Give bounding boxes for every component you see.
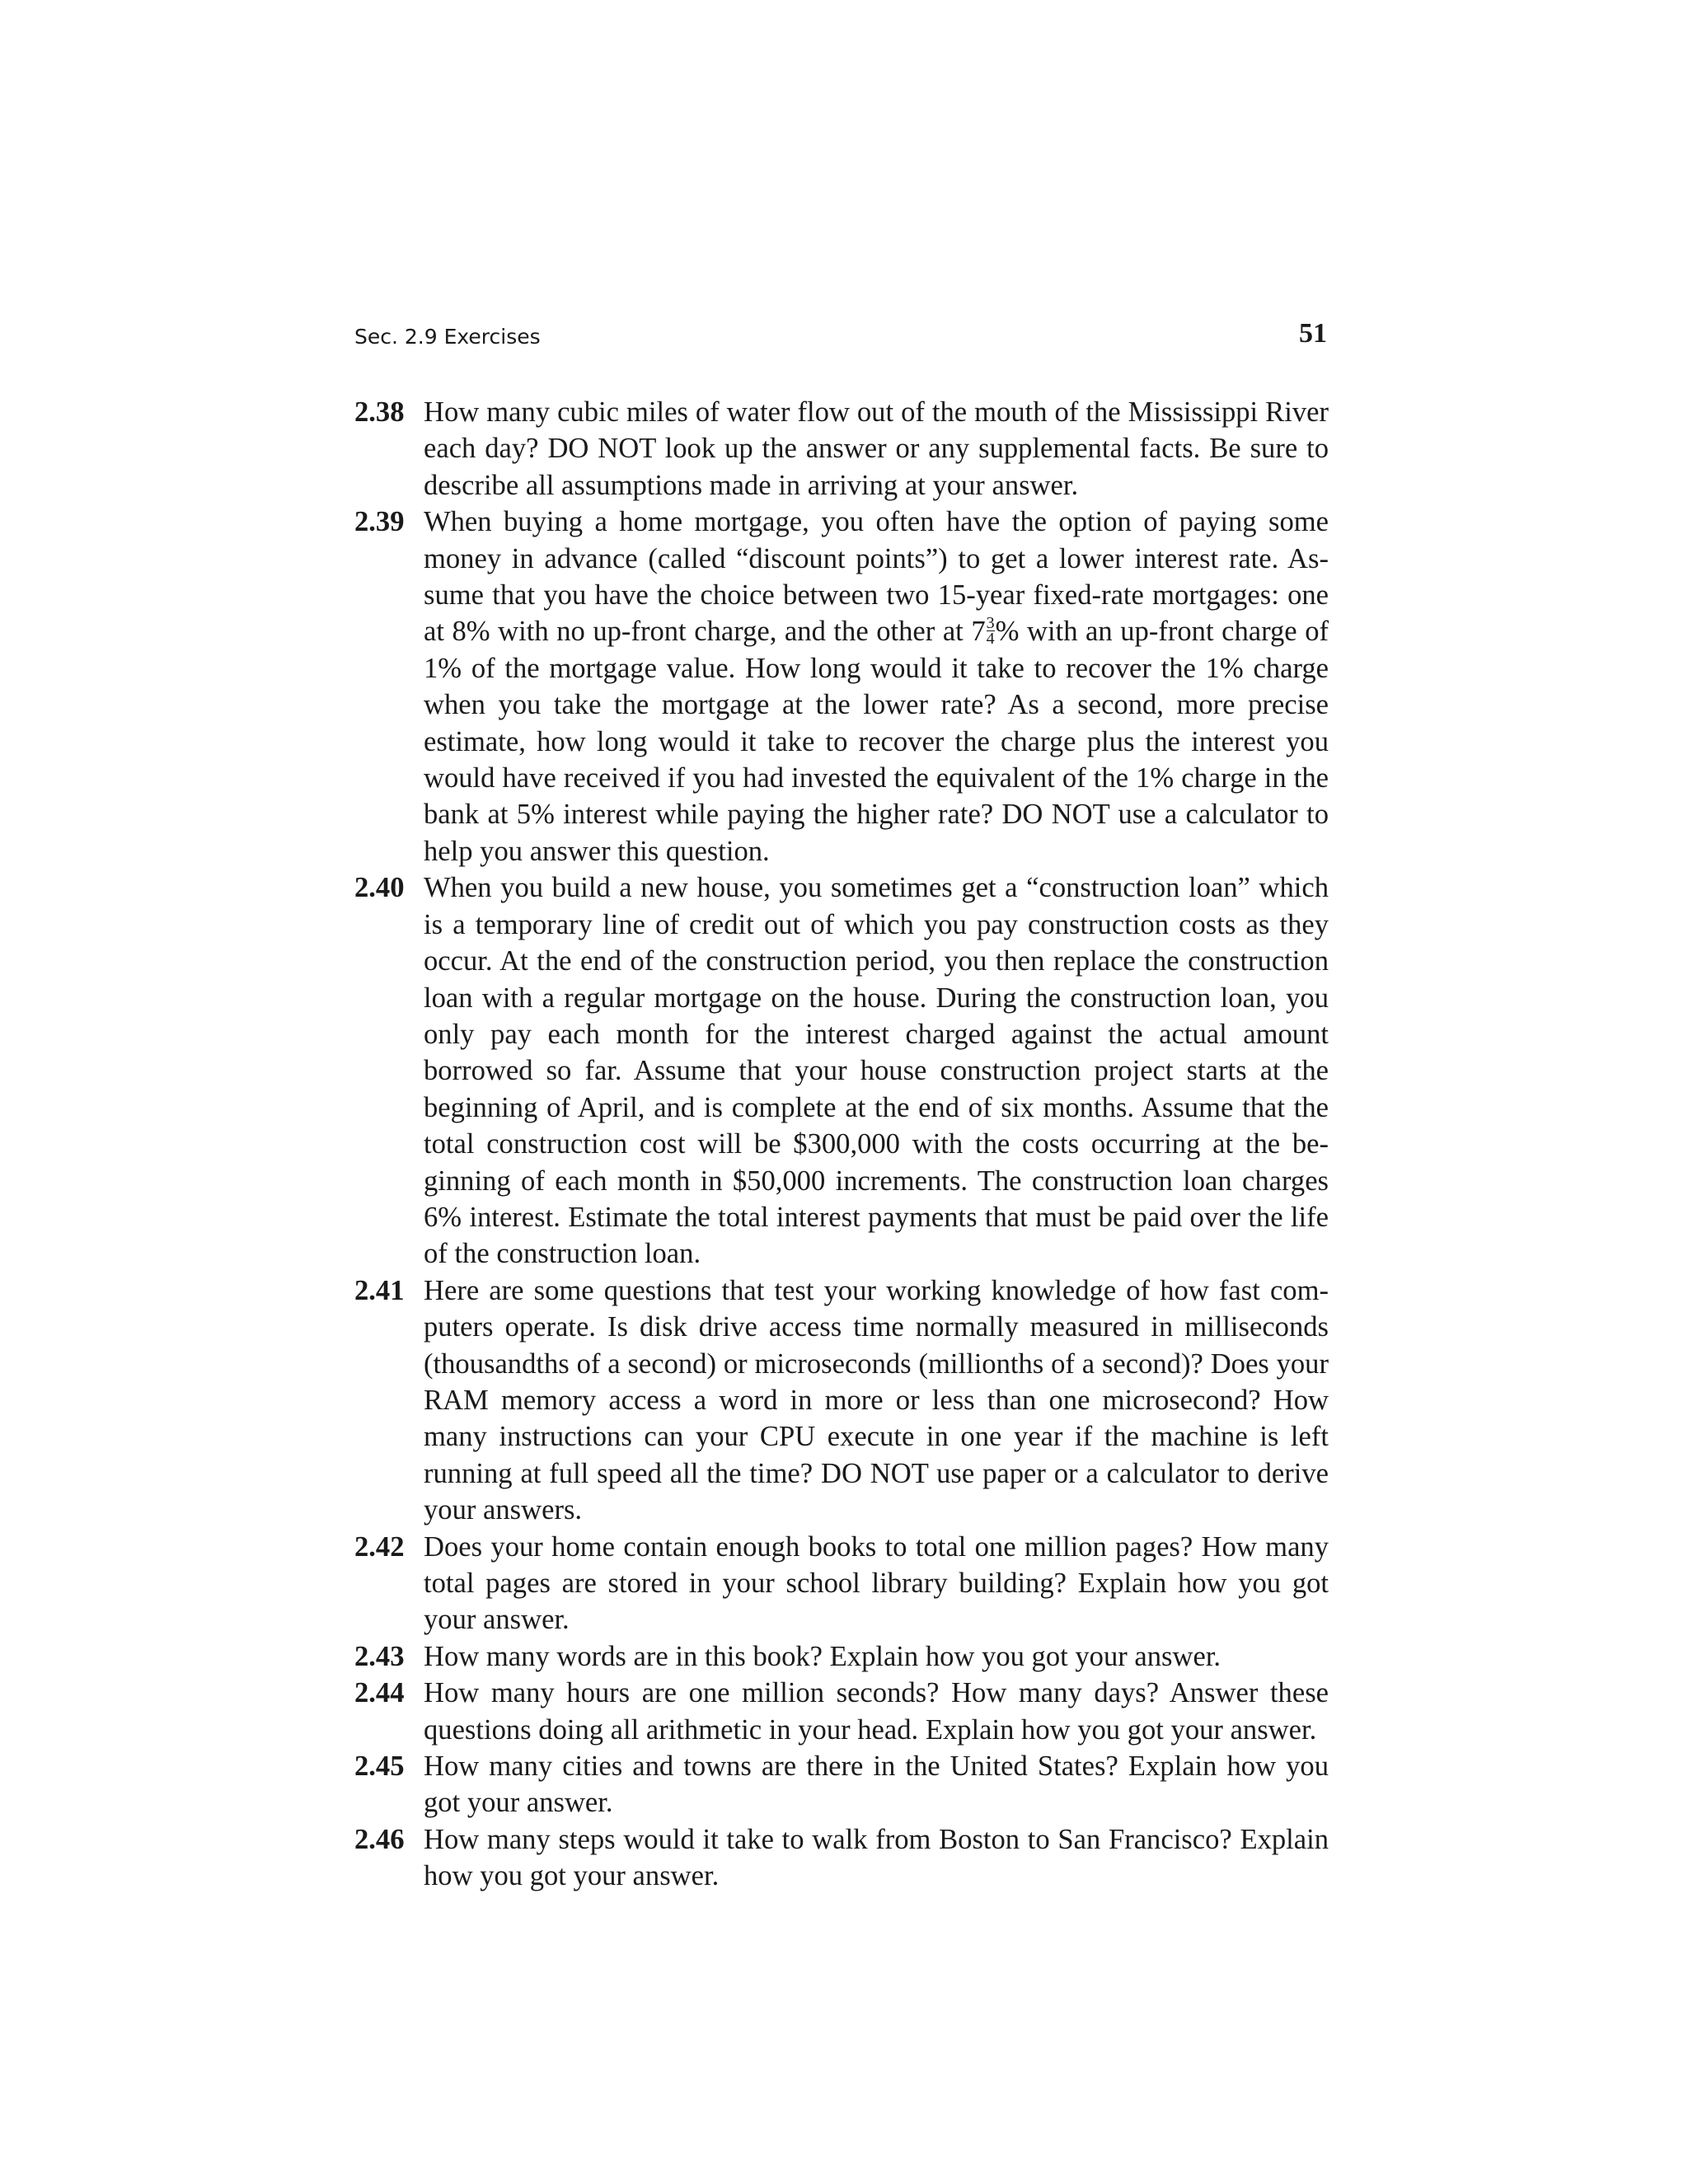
page-number: 51 [1299,318,1327,349]
exercise-number: 2.41 [354,1274,405,1306]
fraction-numerator: 3 [986,614,995,632]
exercise-2-42 [354,1529,1329,1638]
exercise-number: 2.42 [354,1530,405,1563]
exercise-number: 2.45 [354,1750,405,1783]
exercise-text: Here are some questions that test your working knowledge of how fast computers operate. Is disk drive access time normally measured in milliseconds (thousandths of a second) or microseconds (millionths of a second)? Does your RAM memory access a word in more or less than one microsecond? How many instructions can your CPU execute in one year if the machine is left running at full speed all the time? DO NOT use paper or a calculator to derive your answers. [424,1274,1329,1526]
exercise-text-continued: % with an up-front charge of 1% of the mortgage value. How long would it take to recover the 1% charge when you take the mortgage at the lower rate? As a second, more precise estimate, how long would it take to recover the charge plus the interest you would have received if you had invested the equivalent of the 1% charge in the bank at 5% interest while paying the higher rate? DO NOT use a calculator to help you answer this question. [424,616,1329,867]
exercise-number: 2.43 [354,1640,405,1672]
exercise-text: How many words are in this book? Explain how you got your answer. [424,1640,1221,1672]
exercise-2-41 [354,1272,1329,1529]
exercise-2-38 [354,394,1329,504]
exercise-text: How many hours are one million seconds? How many days? Answer these questions doing all arithmetic in your head. Explain how you got your answer. [424,1677,1329,1746]
exercise-2-39 [354,504,1329,869]
exercise-text: When buying a home mortgage, you often have the option of paying some money in advance (called “discount points”) to get a lower interest rate. Assume that you have the choice between two 15-year fixed-rate mortgages: one at 8% with no up-front charge, and the other at 7 [424,506,1329,648]
fraction [987,616,995,646]
exercise-number: 2.38 [354,396,405,428]
exercise-text: Does your home contain enough books to total one million pages? How many total pages are stored in your school library building? Explain how you got your answer. [424,1530,1329,1636]
running-head [354,318,1327,359]
exercise-text: How many steps would it take to walk from Boston to San Francisco? Explain how you got your answer. [424,1823,1329,1892]
exercise-number: 2.39 [354,506,405,538]
exercise-number: 2.46 [354,1823,405,1855]
exercise-text: How many cities and towns are there in the United States? Explain how you got your answer. [424,1750,1329,1819]
fraction-denominator: 4 [986,630,995,648]
exercise-2-44 [354,1675,1329,1748]
exercise-list [354,394,1329,1895]
exercise-2-46 [354,1821,1329,1895]
exercise-2-43 [354,1638,1329,1675]
section-heading: Sec. 2.9 Exercises [354,325,541,349]
exercise-number: 2.40 [354,872,405,904]
exercise-number: 2.44 [354,1677,405,1709]
exercise-text: When you build a new house, you sometimes get a “construction loan” which is a temporary line of credit out of which you pay construction costs as they occur. At the end of the construction period, you then replace the construction loan with a regular mortgage on the house. During the construction loan, you only pay each month for the interest charged against the actual amount borrowed so far. Assume that your house construction project starts at the beginning of April, and is complete at the end of six months. Assume that the total construction cost will be $300,000 with the costs occurring at the beginning of each month in $50,000 increments. The construction loan charges 6% interest. Estimate the total interest payments that must be paid over the life of the construction loan. [424,872,1329,1270]
exercise-text: How many cubic miles of water flow out of the mouth of the Mississippi River each day? DO NOT look up the answer or any supplemental facts. Be sure to describe all assumptions made in arriving at your answer. [424,396,1329,501]
exercise-2-40 [354,869,1329,1272]
exercise-2-45 [354,1748,1329,1821]
